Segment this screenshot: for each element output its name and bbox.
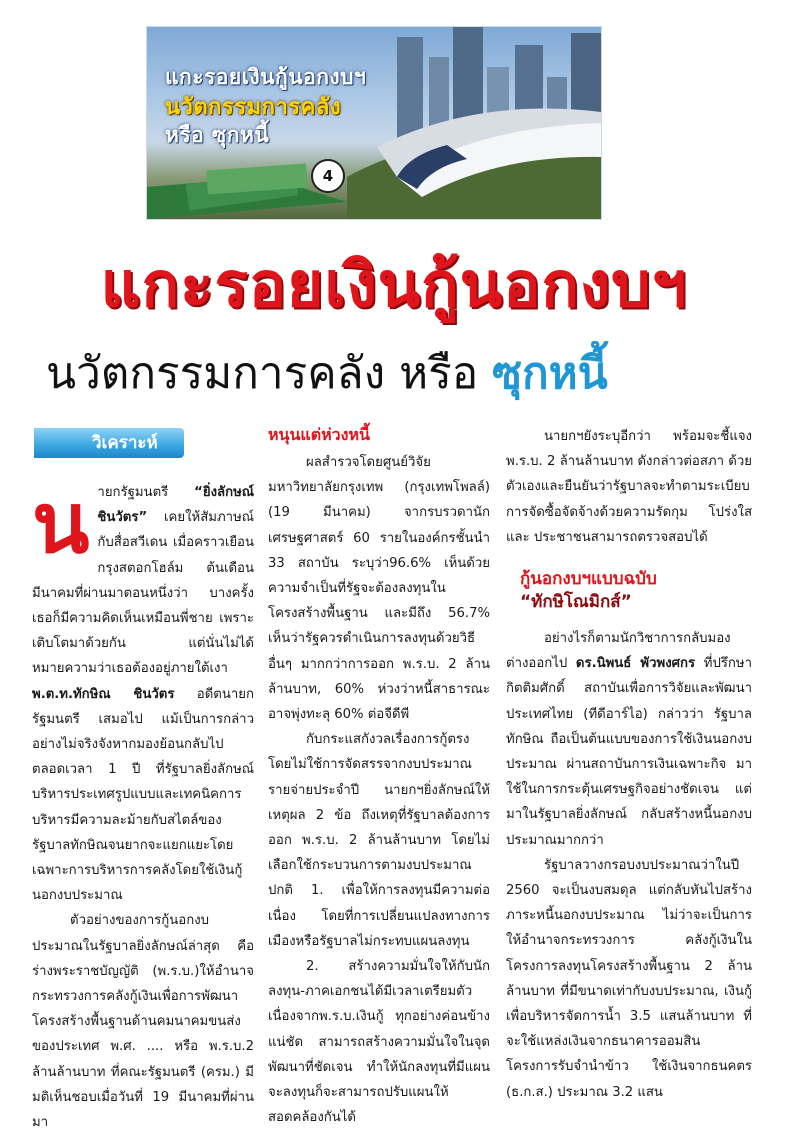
- column1-p1-text-c: อดีตนายกรัฐมนตรี เสมอไป แม้เป็นการกล่าวอย่างไม่จริงจังหากมองย้อนกลับไปตลอดเวลา 1 ปี ที่รัฐบาลยิ่งลักษณ์บริหารประเทศรูปแบบและเทคนิคการบริหารมีความละม้ายกับสไตล์ของรัฐบาลทักษิณจนยากจะแยกแยะโดยเฉพาะการบริหารการคลังโดยใช้เงินกู้นอกงบประมาณ: [32, 686, 254, 904]
- column-3: [506, 424, 752, 1105]
- analysis-tab: วิเคราะห์: [34, 428, 184, 458]
- column2-heading: หนุนแต่ห่วงหนี้: [268, 425, 370, 444]
- banner-title-line3: หรือ ซุกหนี้: [165, 123, 270, 147]
- column3-paragraph-2: [506, 626, 752, 853]
- column3-heading-line2: “ทักษิโณมิกส์”: [520, 592, 632, 613]
- sub-headline-highlight: ซุกหนี้: [492, 348, 608, 399]
- column2-paragraph-3: 2. สร้างความมั่นใจให้กับนักลงทุน-ภาคเอกชนได้มีเวลาเตรียมตัว เนื่องจากพ.ร.บ.เงินกู้ ทุกอย่างค่อนข้างแน่ชัด สามารถสร้างความมั่นใจในจุดพัฒนาที่ชัดเจน ทำให้นักลงทุนที่มีแผนจะลงทุนก็จะสามารถปรับแผนให้สอดคล้องกันได้: [268, 959, 490, 1126]
- dropcap: น: [32, 474, 90, 572]
- column3-paragraph-3: รัฐบาลวางกรอบงบประมาณว่าในปี 2560 จะเป็นงบสมดุล แต่กลับหันไปสร้างภาระหนี้นอกงบประมาณ ไม่ว่าจะเป็นการให้อำนาจกระทรวงการ คลังกู้เงินในโครงการลงทุนโครงสร้างพื้นฐาน 2 ล้านล้านบาท ที่มีขนาดเท่ากับงบประมาณ, เงินกู้เพื่อบริหารจัดการน้ำ 3.5 แสนล้านบาท ที่จะใช้แหล่งเงินจากธนาคารออมสิน โครงการรับจำนำข้าว ใช้เงินจากธนคตร (ธ.ก.ส.) ประมาณ 3.2 แสน: [506, 857, 752, 1100]
- column1-p1-text-a: ายกรัฐมนตรี: [97, 485, 195, 500]
- column1-p1-name-1: “ยิ่งลักษณ์ ชินวัตร”: [97, 485, 254, 526]
- banner-title-line1: แกะรอยเงินกู้นอกงบฯ: [165, 65, 367, 89]
- column3-heading: [520, 568, 752, 614]
- column3-p2-text-a: อย่างไรก็ตามนักวิชาการกลับมองต่างออกไป: [506, 631, 731, 672]
- banner-number-badge: 4: [311, 159, 345, 193]
- column3-p2-text-b: ที่ปรึกษากิตติมศักดิ์ สถาบันเพื่อการวิจัยและพัฒนาประเทศไทย (ทีดีอาร์ไอ) กล่าวว่า รัฐบาลทักษิณ ถือเป็นต้นแบบของการใช้เงินนอกงบประมาณ ผ่านสถาบันการเงินเฉพาะกิจ มาใช้ในการกระตุ้นเศรษฐกิจอย่างชัดเจน แต่มาในรัฐบาลยิ่งลักษณ์ กลับสร้างหนี้นอกงบประมาณมากกว่า: [506, 656, 752, 848]
- sub-headline-text: นวัตกรรมการคลัง หรือ: [46, 348, 493, 399]
- column-1: [32, 424, 254, 1135]
- column-2: [268, 424, 490, 1130]
- column3-heading-line1: กู้นอกงบฯแบบฉบับ: [520, 569, 657, 590]
- column1-p1-text-b: เคยให้สัมภาษณ์กับสื่อสวีเดน เมื่อคราวเยือนกรุงสตอกโฮล์ม ต้นเดือนมีนาคมที่ผ่านมาตอนหนึ่งว่า บางครั้งเธอก็มีความคิดเห็นเหมือนพี่ชาย เพราะเติบโตมาด้วยกัน แต่นั่นไม่ได้หมายความว่าเธอต้องอยู่ภายใต้เงา: [32, 510, 254, 677]
- banner-image: [146, 26, 602, 220]
- column2-paragraph-1: ผลสำรวจโดยศูนย์วิจัยมหาวิทยาลัยกรุงเทพ (กรุงเทพโพลล์) (19 มีนาคม) จากรบรวดานักเศรษฐศาสตร์ 60 รายในองค์กรชั้นนำ 33 สถาบัน ระบุว่า96.6% เห็นด้วยความจำเป็นที่รัฐจะต้องลงทุนในโครงสร้างพื้นฐาน และมีถึง 56.7% เห็นว่ารัฐควรดำเนินการลงทุนด้วยวิธีอื่นๆ มากกว่าการออก พ.ร.บ. 2 ล้านล้านบาท, 60% ห่วงว่าหนี้สาธารณะอาจพุ่งทะลุ 60% ต่อจีดีพี: [268, 455, 490, 723]
- column1-paragraph-1: [32, 474, 254, 908]
- column1-paragraph-2: ตัวอย่างของการกู้นอกงบประมาณในรัฐบาลยิ่งลักษณ์ล่าสุด คือ ร่างพระราชบัญญัติ (พ.ร.บ.)ให้อำนาจกระทรวงการคลังกู้เงินเพื่อการพัฒนาโครงสร้างพื้นฐานด้านคมนาคมขนส่งของประเทศ พ.ศ. .... หรือ พ.ร.บ.2 ล้านล้านบาท ที่คณะรัฐมนตรี (ครม.) มีมติเห็นชอบเมื่อวันที่ 19 มีนาคมที่ผ่านมา: [32, 913, 254, 1131]
- column3-p2-name: ดร.นิพนธ์ พัวพงศกร: [575, 656, 696, 672]
- banner-title-line2: นวัตกรรมการคลัง: [165, 95, 342, 120]
- column2-paragraph-2: กับกระแสกังวลเรื่องการกู้ตรงโดยไม่ใช้การจัดสรรจากงบประมาณรายจ่ายประจำปี นายกฯยิ่งลักษณ์ให้เหตุผล 2 ข้อ ถึงเหตุที่รัฐบาลต้องการออก พ.ร.บ. 2 ล้านล้านบาท โดยไม่เลือกใช้กระบวนการตามงบประมาณปกติ 1. เพื่อให้การลงทุนมีความต่อเนื่อง โดยที่การเปลี่ยนแปลงทางการเมืองหรือรัฐบาลไม่กระทบแผนลงทุน: [268, 732, 490, 949]
- main-headline: แกะรอยเงินกู้นอกงบฯ: [100, 248, 688, 321]
- column1-p1-name-2: พ.ต.ท.ทักษิณ ชินวัตร: [32, 686, 175, 702]
- sub-headline: [46, 338, 746, 408]
- column3-paragraph-1: นายกฯยังระบุอีกว่า พร้อมจะชี้แจง พ.ร.บ. 2 ล้านล้านบาท ดังกล่าวต่อสภา ด้วยตัวเองและยืนยันว่ารัฐบาลจะทำตามระเบียบการจัดซื้อจัดจ้างด้วยความรัดกุม โปร่งใส และ ประชาชนสามารถตรวจสอบได้: [506, 429, 752, 545]
